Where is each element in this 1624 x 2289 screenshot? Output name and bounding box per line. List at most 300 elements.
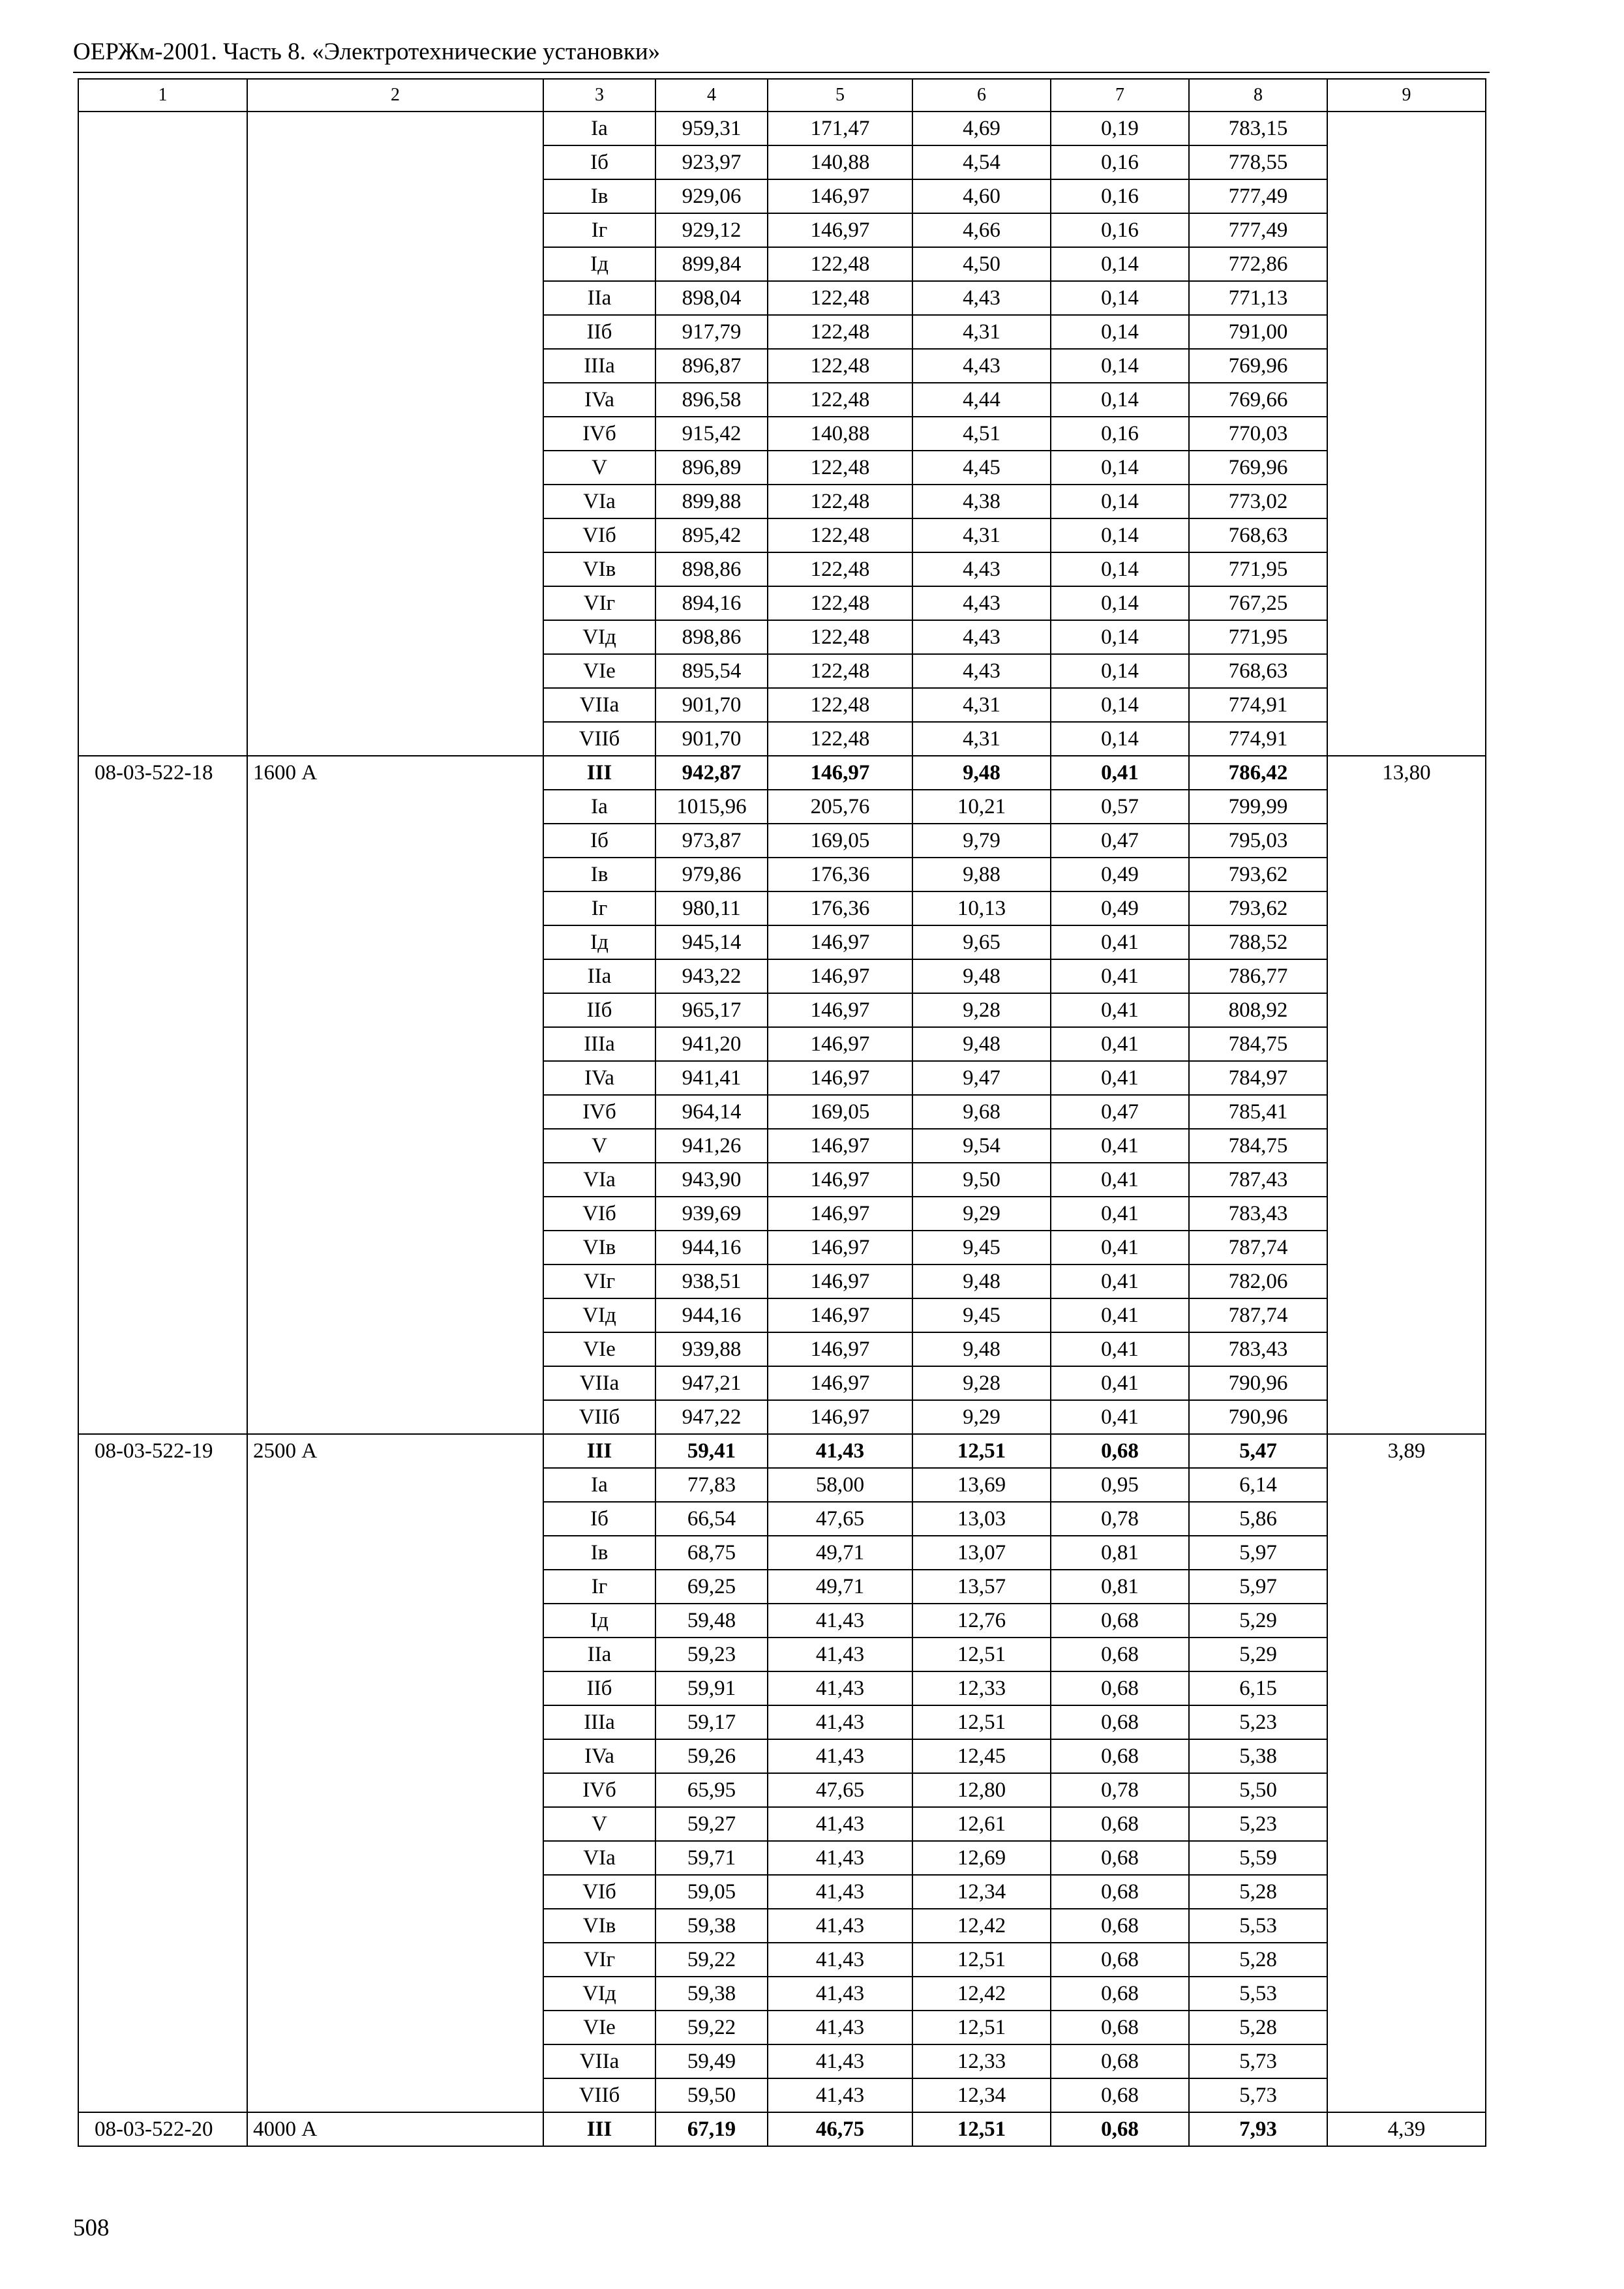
value-cell: 59,26 — [655, 1739, 768, 1773]
item-code — [78, 112, 247, 756]
value-cell: 41,43 — [768, 1943, 912, 1977]
region-cell: Iб — [543, 145, 655, 179]
value-cell: 0,41 — [1051, 1366, 1189, 1400]
value-cell: 12,51 — [912, 1434, 1051, 1468]
value-cell: 788,52 — [1189, 925, 1327, 959]
item-name — [247, 112, 543, 756]
value-cell: 774,91 — [1189, 688, 1327, 722]
value-cell: 59,91 — [655, 1671, 768, 1705]
value-cell: 793,62 — [1189, 891, 1327, 925]
value-cell: 9,45 — [912, 1231, 1051, 1264]
item-name: 4000 А — [247, 2112, 543, 2146]
item-total — [1327, 112, 1486, 756]
value-cell: 0,95 — [1051, 1468, 1189, 1502]
region-cell: VIг — [543, 1264, 655, 1298]
value-cell: 59,41 — [655, 1434, 768, 1468]
value-cell: 959,31 — [655, 112, 768, 145]
value-cell: 122,48 — [768, 552, 912, 586]
value-cell: 9,50 — [912, 1163, 1051, 1197]
region-cell: IIIa — [543, 1705, 655, 1739]
value-cell: 169,05 — [768, 1095, 912, 1129]
value-cell: 5,73 — [1189, 2078, 1327, 2112]
item-code: 08-03-522-20 — [78, 2112, 247, 2146]
value-cell: 122,48 — [768, 315, 912, 349]
value-cell: 41,43 — [768, 1807, 912, 1841]
value-cell: 0,14 — [1051, 586, 1189, 620]
value-cell: 12,42 — [912, 1977, 1051, 2011]
value-cell: 59,22 — [655, 1943, 768, 1977]
value-cell: 0,14 — [1051, 518, 1189, 552]
value-cell: 0,68 — [1051, 1671, 1189, 1705]
item-code: 08-03-522-18 — [78, 756, 247, 1434]
value-cell: 0,49 — [1051, 858, 1189, 891]
value-cell: 9,88 — [912, 858, 1051, 891]
region-cell: Iв — [543, 858, 655, 891]
value-cell: 938,51 — [655, 1264, 768, 1298]
region-cell: IIa — [543, 1638, 655, 1671]
region-cell: IIб — [543, 315, 655, 349]
value-cell: 767,25 — [1189, 586, 1327, 620]
value-cell: 122,48 — [768, 688, 912, 722]
value-cell: 5,29 — [1189, 1638, 1327, 1671]
region-cell: VIIa — [543, 2044, 655, 2078]
value-cell: 12,61 — [912, 1807, 1051, 1841]
item-total: 13,80 — [1327, 756, 1486, 1434]
column-number: 5 — [768, 79, 912, 112]
value-cell: 808,92 — [1189, 993, 1327, 1027]
value-cell: 5,23 — [1189, 1807, 1327, 1841]
value-cell: 12,69 — [912, 1841, 1051, 1875]
value-cell: 917,79 — [655, 315, 768, 349]
value-cell: 146,97 — [768, 1163, 912, 1197]
column-number: 1 — [78, 79, 247, 112]
value-cell: 0,14 — [1051, 451, 1189, 485]
value-cell: 0,41 — [1051, 756, 1189, 790]
region-cell: VIв — [543, 552, 655, 586]
value-cell: 41,43 — [768, 1977, 912, 2011]
value-cell: 9,29 — [912, 1197, 1051, 1231]
value-cell: 5,28 — [1189, 2011, 1327, 2044]
region-cell: IVб — [543, 1773, 655, 1807]
value-cell: 5,50 — [1189, 1773, 1327, 1807]
item-code: 08-03-522-19 — [78, 1434, 247, 2112]
group-main-row — [78, 756, 1486, 790]
value-cell: 59,05 — [655, 1875, 768, 1909]
region-cell: IIб — [543, 1671, 655, 1705]
column-number-row — [78, 79, 1486, 112]
value-cell: 782,06 — [1189, 1264, 1327, 1298]
value-cell: 12,51 — [912, 2011, 1051, 2044]
value-cell: 9,65 — [912, 925, 1051, 959]
value-cell: 784,75 — [1189, 1027, 1327, 1061]
column-number: 8 — [1189, 79, 1327, 112]
value-cell: 965,17 — [655, 993, 768, 1027]
value-cell: 790,96 — [1189, 1400, 1327, 1434]
value-cell: 895,42 — [655, 518, 768, 552]
value-cell: 0,41 — [1051, 959, 1189, 993]
value-cell: 140,88 — [768, 417, 912, 451]
value-cell: 6,14 — [1189, 1468, 1327, 1502]
value-cell: 41,43 — [768, 1739, 912, 1773]
value-cell: 4,50 — [912, 247, 1051, 281]
column-number: 4 — [655, 79, 768, 112]
value-cell: 46,75 — [768, 2112, 912, 2146]
value-cell: 0,16 — [1051, 145, 1189, 179]
value-cell: 77,83 — [655, 1468, 768, 1502]
value-cell: 4,60 — [912, 179, 1051, 213]
value-cell: 784,97 — [1189, 1061, 1327, 1095]
region-cell: VIa — [543, 1163, 655, 1197]
region-cell: IIa — [543, 959, 655, 993]
value-cell: 5,73 — [1189, 2044, 1327, 2078]
value-cell: 5,28 — [1189, 1943, 1327, 1977]
value-cell: 12,51 — [912, 1638, 1051, 1671]
region-cell: VIIб — [543, 722, 655, 756]
value-cell: 0,41 — [1051, 1027, 1189, 1061]
value-cell: 171,47 — [768, 112, 912, 145]
value-cell: 0,19 — [1051, 112, 1189, 145]
value-cell: 785,41 — [1189, 1095, 1327, 1129]
region-cell: IIIa — [543, 349, 655, 383]
region-cell: Ia — [543, 112, 655, 145]
value-cell: 0,81 — [1051, 1536, 1189, 1570]
value-cell: 12,76 — [912, 1604, 1051, 1638]
value-cell: 0,14 — [1051, 281, 1189, 315]
value-cell: 47,65 — [768, 1773, 912, 1807]
group-main-row — [78, 2112, 1486, 2146]
value-cell: 0,68 — [1051, 1875, 1189, 1909]
value-cell: 49,71 — [768, 1536, 912, 1570]
value-cell: 0,68 — [1051, 2044, 1189, 2078]
value-cell: 941,41 — [655, 1061, 768, 1095]
value-cell: 9,28 — [912, 1366, 1051, 1400]
value-cell: 58,00 — [768, 1468, 912, 1502]
region-cell: IVб — [543, 417, 655, 451]
value-cell: 9,28 — [912, 993, 1051, 1027]
value-cell: 0,78 — [1051, 1773, 1189, 1807]
region-cell: V — [543, 1129, 655, 1163]
value-cell: 4,54 — [912, 145, 1051, 179]
value-cell: 0,14 — [1051, 722, 1189, 756]
page-header-title: ОЕРЖм-2001. Часть 8. «Электротехнические установки» — [73, 38, 661, 65]
value-cell: 67,19 — [655, 2112, 768, 2146]
value-cell: 10,21 — [912, 790, 1051, 824]
value-cell: 0,68 — [1051, 1909, 1189, 1943]
value-cell: 12,51 — [912, 1943, 1051, 1977]
value-cell: 0,16 — [1051, 417, 1189, 451]
value-cell: 13,69 — [912, 1468, 1051, 1502]
value-cell: 5,28 — [1189, 1875, 1327, 1909]
region-cell: IVa — [543, 383, 655, 417]
value-cell: 41,43 — [768, 1909, 912, 1943]
value-cell: 0,68 — [1051, 2112, 1189, 2146]
region-cell: VIa — [543, 1841, 655, 1875]
value-cell: 4,31 — [912, 688, 1051, 722]
value-cell: 799,99 — [1189, 790, 1327, 824]
value-cell: 122,48 — [768, 247, 912, 281]
region-cell: Iг — [543, 1570, 655, 1604]
value-cell: 12,51 — [912, 1705, 1051, 1739]
value-cell: 943,90 — [655, 1163, 768, 1197]
value-cell: 59,27 — [655, 1807, 768, 1841]
value-cell: 973,87 — [655, 824, 768, 858]
value-cell: 146,97 — [768, 213, 912, 247]
value-cell: 146,97 — [768, 959, 912, 993]
value-cell: 947,22 — [655, 1400, 768, 1434]
region-cell: VIIa — [543, 688, 655, 722]
value-cell: 59,50 — [655, 2078, 768, 2112]
value-cell: 13,03 — [912, 1502, 1051, 1536]
region-cell: Iг — [543, 213, 655, 247]
value-cell: 915,42 — [655, 417, 768, 451]
value-cell: 122,48 — [768, 451, 912, 485]
value-cell: 896,58 — [655, 383, 768, 417]
table-row — [78, 112, 1486, 145]
value-cell: 4,51 — [912, 417, 1051, 451]
region-cell: Iд — [543, 925, 655, 959]
region-cell: Iг — [543, 891, 655, 925]
value-cell: 146,97 — [768, 1366, 912, 1400]
value-cell: 787,43 — [1189, 1163, 1327, 1197]
value-cell: 146,97 — [768, 1061, 912, 1095]
value-cell: 0,68 — [1051, 2078, 1189, 2112]
value-cell: 5,47 — [1189, 1434, 1327, 1468]
value-cell: 898,86 — [655, 620, 768, 654]
header-rule — [73, 72, 1490, 73]
value-cell: 12,34 — [912, 2078, 1051, 2112]
value-cell: 945,14 — [655, 925, 768, 959]
value-cell: 923,97 — [655, 145, 768, 179]
value-cell: 942,87 — [655, 756, 768, 790]
value-cell: 41,43 — [768, 2011, 912, 2044]
value-cell: 146,97 — [768, 1298, 912, 1332]
region-cell: VIa — [543, 485, 655, 518]
value-cell: 41,43 — [768, 1875, 912, 1909]
value-cell: 12,45 — [912, 1739, 1051, 1773]
value-cell: 9,79 — [912, 824, 1051, 858]
value-cell: 0,14 — [1051, 383, 1189, 417]
value-cell: 9,48 — [912, 1264, 1051, 1298]
value-cell: 9,29 — [912, 1400, 1051, 1434]
value-cell: 0,14 — [1051, 552, 1189, 586]
value-cell: 771,95 — [1189, 552, 1327, 586]
value-cell: 146,97 — [768, 1332, 912, 1366]
value-cell: 122,48 — [768, 654, 912, 688]
value-cell: 941,26 — [655, 1129, 768, 1163]
value-cell: 0,41 — [1051, 1298, 1189, 1332]
value-cell: 140,88 — [768, 145, 912, 179]
region-cell: Iб — [543, 1502, 655, 1536]
value-cell: 9,48 — [912, 959, 1051, 993]
value-cell: 169,05 — [768, 824, 912, 858]
value-cell: 786,42 — [1189, 756, 1327, 790]
value-cell: 122,48 — [768, 722, 912, 756]
value-cell: 0,41 — [1051, 1129, 1189, 1163]
value-cell: 0,16 — [1051, 179, 1189, 213]
value-cell: 0,47 — [1051, 1095, 1189, 1129]
value-cell: 901,70 — [655, 722, 768, 756]
region-cell: IIIa — [543, 1027, 655, 1061]
value-cell: 4,43 — [912, 552, 1051, 586]
value-cell: 4,43 — [912, 620, 1051, 654]
region-cell: VIд — [543, 1977, 655, 2011]
value-cell: 4,43 — [912, 281, 1051, 315]
value-cell: 0,41 — [1051, 1332, 1189, 1366]
value-cell: 41,43 — [768, 1841, 912, 1875]
region-cell: VIг — [543, 1943, 655, 1977]
region-cell: VIв — [543, 1231, 655, 1264]
value-cell: 786,77 — [1189, 959, 1327, 993]
value-cell: 41,43 — [768, 1434, 912, 1468]
value-cell: 772,86 — [1189, 247, 1327, 281]
value-cell: 4,43 — [912, 586, 1051, 620]
value-cell: 59,22 — [655, 2011, 768, 2044]
value-cell: 6,15 — [1189, 1671, 1327, 1705]
value-cell: 899,88 — [655, 485, 768, 518]
value-cell: 768,63 — [1189, 518, 1327, 552]
value-cell: 9,48 — [912, 1027, 1051, 1061]
region-cell: VIв — [543, 1909, 655, 1943]
value-cell: 783,15 — [1189, 112, 1327, 145]
value-cell: 9,54 — [912, 1129, 1051, 1163]
value-cell: 0,78 — [1051, 1502, 1189, 1536]
value-cell: 0,41 — [1051, 1197, 1189, 1231]
value-cell: 69,25 — [655, 1570, 768, 1604]
value-cell: 9,68 — [912, 1095, 1051, 1129]
value-cell: 9,48 — [912, 1332, 1051, 1366]
value-cell: 12,51 — [912, 2112, 1051, 2146]
region-cell: IVa — [543, 1739, 655, 1773]
value-cell: 4,44 — [912, 383, 1051, 417]
value-cell: 944,16 — [655, 1298, 768, 1332]
region-cell: VIIб — [543, 2078, 655, 2112]
value-cell: 784,75 — [1189, 1129, 1327, 1163]
region-cell: VIб — [543, 1875, 655, 1909]
item-total: 4,39 — [1327, 2112, 1486, 2146]
value-cell: 66,54 — [655, 1502, 768, 1536]
value-cell: 205,76 — [768, 790, 912, 824]
region-cell: III — [543, 1434, 655, 1468]
column-number: 3 — [543, 79, 655, 112]
region-cell: Iд — [543, 247, 655, 281]
value-cell: 5,97 — [1189, 1536, 1327, 1570]
value-cell: 0,41 — [1051, 1400, 1189, 1434]
value-cell: 777,49 — [1189, 179, 1327, 213]
value-cell: 768,63 — [1189, 654, 1327, 688]
value-cell: 59,38 — [655, 1977, 768, 2011]
value-cell: 5,59 — [1189, 1841, 1327, 1875]
region-cell: III — [543, 2112, 655, 2146]
value-cell: 122,48 — [768, 485, 912, 518]
value-cell: 4,45 — [912, 451, 1051, 485]
region-cell: Iв — [543, 179, 655, 213]
value-cell: 0,81 — [1051, 1570, 1189, 1604]
value-cell: 980,11 — [655, 891, 768, 925]
value-cell: 791,00 — [1189, 315, 1327, 349]
value-cell: 59,49 — [655, 2044, 768, 2078]
region-cell: V — [543, 1807, 655, 1841]
value-cell: 783,43 — [1189, 1332, 1327, 1366]
value-cell: 49,71 — [768, 1570, 912, 1604]
value-cell: 0,41 — [1051, 925, 1189, 959]
value-cell: 5,86 — [1189, 1502, 1327, 1536]
value-cell: 146,97 — [768, 993, 912, 1027]
value-cell: 0,57 — [1051, 790, 1189, 824]
value-cell: 0,68 — [1051, 1638, 1189, 1671]
region-cell: Ia — [543, 1468, 655, 1502]
value-cell: 0,41 — [1051, 1163, 1189, 1197]
value-cell: 122,48 — [768, 383, 912, 417]
value-cell: 783,43 — [1189, 1197, 1327, 1231]
region-cell: Ia — [543, 790, 655, 824]
value-cell: 898,04 — [655, 281, 768, 315]
value-cell: 146,97 — [768, 1027, 912, 1061]
region-cell: VIб — [543, 1197, 655, 1231]
value-cell: 122,48 — [768, 586, 912, 620]
value-cell: 793,62 — [1189, 858, 1327, 891]
value-cell: 5,29 — [1189, 1604, 1327, 1638]
value-cell: 59,23 — [655, 1638, 768, 1671]
value-cell: 41,43 — [768, 1671, 912, 1705]
value-cell: 0,68 — [1051, 1807, 1189, 1841]
value-cell: 4,31 — [912, 722, 1051, 756]
value-cell: 122,48 — [768, 349, 912, 383]
region-cell: VIб — [543, 518, 655, 552]
region-cell: IVa — [543, 1061, 655, 1095]
value-cell: 0,68 — [1051, 1434, 1189, 1468]
item-name: 1600 А — [247, 756, 543, 1434]
region-cell: VIд — [543, 1298, 655, 1332]
value-cell: 979,86 — [655, 858, 768, 891]
value-cell: 0,41 — [1051, 1264, 1189, 1298]
value-cell: 146,97 — [768, 1400, 912, 1434]
value-cell: 176,36 — [768, 891, 912, 925]
value-cell: 899,84 — [655, 247, 768, 281]
value-cell: 4,31 — [912, 315, 1051, 349]
value-cell: 944,16 — [655, 1231, 768, 1264]
column-number: 2 — [247, 79, 543, 112]
value-cell: 5,38 — [1189, 1739, 1327, 1773]
value-cell: 769,96 — [1189, 349, 1327, 383]
value-cell: 7,93 — [1189, 2112, 1327, 2146]
value-cell: 773,02 — [1189, 485, 1327, 518]
value-cell: 176,36 — [768, 858, 912, 891]
value-cell: 9,48 — [912, 756, 1051, 790]
region-cell: IVб — [543, 1095, 655, 1129]
value-cell: 929,06 — [655, 179, 768, 213]
rates-table — [78, 78, 1486, 2147]
value-cell: 898,86 — [655, 552, 768, 586]
value-cell: 771,95 — [1189, 620, 1327, 654]
value-cell: 771,13 — [1189, 281, 1327, 315]
value-cell: 896,87 — [655, 349, 768, 383]
value-cell: 12,80 — [912, 1773, 1051, 1807]
value-cell: 0,68 — [1051, 1841, 1189, 1875]
value-cell: 9,47 — [912, 1061, 1051, 1095]
value-cell: 0,14 — [1051, 620, 1189, 654]
region-cell: VIIa — [543, 1366, 655, 1400]
value-cell: 10,13 — [912, 891, 1051, 925]
value-cell: 59,48 — [655, 1604, 768, 1638]
region-cell: IIa — [543, 281, 655, 315]
value-cell: 146,97 — [768, 756, 912, 790]
value-cell: 896,89 — [655, 451, 768, 485]
value-cell: 1015,96 — [655, 790, 768, 824]
region-cell: VIд — [543, 620, 655, 654]
value-cell: 943,22 — [655, 959, 768, 993]
value-cell: 4,38 — [912, 485, 1051, 518]
value-cell: 894,16 — [655, 586, 768, 620]
